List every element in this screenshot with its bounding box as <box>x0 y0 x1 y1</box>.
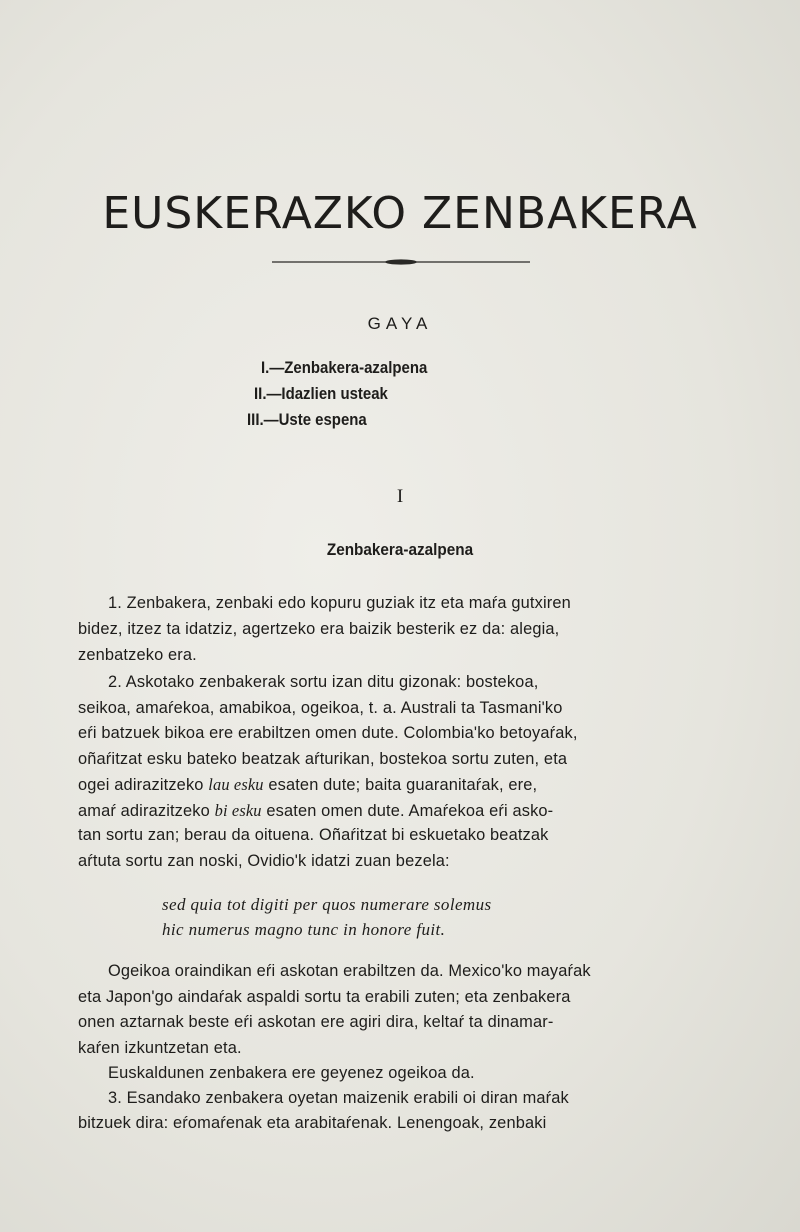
text-span: esaten omen dute. Amaŕekoa eŕi asko- <box>261 802 554 820</box>
text-line: bidez, itzez ta idatziz, agertzeko era baizik besterik ez da: alegia, <box>78 620 560 638</box>
text-span: amaŕ adirazitzeko <box>78 802 215 820</box>
page-title: EUSKERAZKO ZENBAKERA <box>102 188 698 239</box>
text-line: eŕi batzuek bikoa ere erabiltzen omen dute. Colombia'ko betoyaŕak, <box>78 724 578 742</box>
text-line: aŕtuta sortu zan noski, Ovidio'k idatzi zuan bezela: <box>78 852 450 870</box>
section-number: I <box>396 486 404 507</box>
text-line: oñaŕitzat esku bateko beatzak aŕturikan, bostekoa sortu zuten, eta <box>78 750 568 768</box>
italic-phrase: lau esku <box>208 775 264 794</box>
text-line: 3. Esandako zenbakera oyetan maizenik erabili oi diran maŕak <box>108 1089 569 1107</box>
italic-phrase: bi esku <box>214 801 262 820</box>
text-line: Euskaldunen zenbakera ere geyenez ogeikoa da. <box>108 1064 475 1082</box>
ornament-divider-icon <box>272 256 530 268</box>
toc-item: III.—Uste espena <box>247 410 367 429</box>
quote-line: sed quia tot digiti per quos numerare solemus <box>162 895 492 914</box>
toc-item: II.—Idazlien usteak <box>254 384 388 403</box>
text-line: onen aztarnak beste eŕi askotan ere agiri dira, keltaŕ ta dinamar- <box>78 1013 554 1031</box>
text-span: esaten dute; baita guaranitaŕak, ere, <box>263 776 538 794</box>
toc-item: I.—Zenbakera-azalpena <box>261 358 428 377</box>
text-line: 1. Zenbakera, zenbaki edo kopuru guziak itz eta maŕa gutxiren <box>108 594 571 612</box>
text-line: kaŕen izkuntzetan eta. <box>78 1039 242 1057</box>
text-line: 2. Askotako zenbakerak sortu izan ditu gizonak: bostekoa, <box>108 673 539 691</box>
section-title: Zenbakera-azalpena <box>326 540 474 559</box>
text-line: Ogeikoa oraindikan eŕi askotan erabiltzen da. Mexico'ko mayaŕak <box>108 962 591 980</box>
text-span: ogei adirazitzeko <box>78 776 209 794</box>
quote-line: hic numerus magno tunc in honore fuit. <box>162 920 446 939</box>
text-line: seikoa, amaŕekoa, amabikoa, ogeikoa, t. a. Australi ta Tasmani'ko <box>78 699 563 717</box>
contents-heading: GAYA <box>367 314 433 333</box>
text-line <box>78 775 537 795</box>
text-line: bitzuek dira: eŕomaŕenak eta arabitaŕenak. Lenengoak, zenbaki <box>78 1114 547 1132</box>
text-line <box>78 801 553 821</box>
text-line: zenbatzeko era. <box>78 646 197 664</box>
text-line: eta Japon'go aindaŕak aspaldi sortu ta erabili zuten; eta zenbakera <box>78 988 571 1006</box>
text-line: tan sortu zan; berau da oituena. Oñaŕitzat bi eskuetako beatzak <box>78 826 549 844</box>
